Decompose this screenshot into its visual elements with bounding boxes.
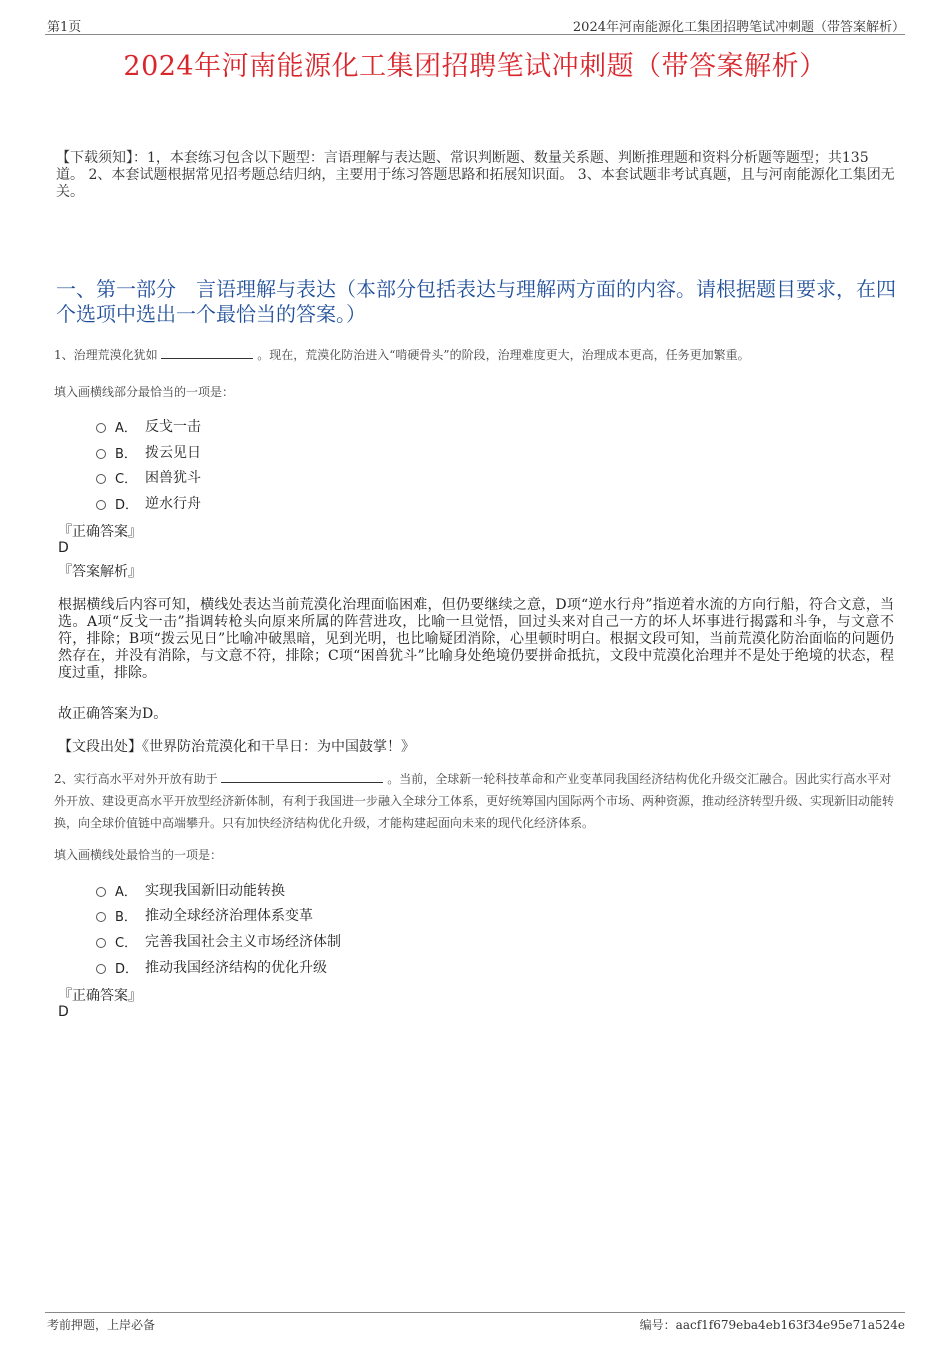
question-1-stem [54,344,896,366]
question-2-stem-before: 2、实行高水平对外开放有助于 [54,772,218,786]
document-id: 编号：aacf1f679eba4eb163f34e95e71a524e [639,1318,905,1332]
option-text: 反戈一击 [145,419,201,435]
question-2-blank [221,770,383,783]
question-1-option-c[interactable] [96,467,201,487]
footer-slogan: 考前押题，上岸必备 [47,1318,156,1332]
radio-icon[interactable] [96,964,106,974]
radio-icon[interactable] [96,938,106,948]
radio-icon[interactable] [96,500,106,510]
option-letter: C． [115,471,138,487]
header-divider [45,34,905,35]
option-text: 逆水行舟 [145,496,201,512]
question-2-option-d[interactable] [96,957,327,977]
footer-divider [45,1312,905,1313]
option-letter: B． [115,446,137,462]
question-1-option-a[interactable] [96,416,201,436]
question-1-blank [161,346,253,359]
page-number: 第1页 [47,20,82,35]
option-letter: B． [115,909,137,925]
option-text: 实现我国新旧动能转换 [145,883,285,899]
page-title: 2024年河南能源化工集团招聘笔试冲刺题（带答案解析） [123,51,827,82]
question-2-option-b[interactable] [96,905,313,925]
question-1-answer: D [58,540,69,556]
option-text: 推动全球经济治理体系变革 [145,908,313,924]
question-2-option-a[interactable] [96,880,285,900]
option-text: 完善我国社会主义市场经济体制 [145,934,341,950]
section-heading: 一、第一部分 言语理解与表达（本部分包括表达与理解两方面的内容。请根据题目要求，在四个选项中选出一个最恰当的答案。） [56,277,896,326]
header-doc-title: 2024年河南能源化工集团招聘笔试冲刺题（带答案解析） [572,20,905,35]
option-letter: C． [115,935,138,951]
question-1-analysis: 根据横线后内容可知，横线处表达当前荒漠化治理面临困难，但仍要继续之意，D项“逆水行舟”指逆着水流的方向行船，符合文意，当选。A项“反戈一击”指调转枪头向原来所属的阵营进攻，比喻一旦觉悟，回过头来对自己一方的坏人坏事进行揭露和斗争，与文意不符，排除；B项“拨云见日”比喻冲破黑暗，见到光明，也比喻疑团消除，心里顿时明白。根据文段可知，当前荒漠化防治面临的问题仍然存在，并没有消除，与文意不符，排除；C项“困兽犹斗”比喻身处绝境仍要拼命抵抗，文段中荒漠化治理并不是处于绝境的状态，程度过重，排除。 [58,597,894,681]
question-1-answer-label: 『正确答案』 [58,524,142,540]
question-1-stem-after: 。现在，荒漠化防治进入“啃硬骨头”的阶段，治理难度更大，治理成本更高，任务更加繁重。 [257,348,750,362]
radio-icon[interactable] [96,423,106,433]
option-text: 困兽犹斗 [145,470,201,486]
radio-icon[interactable] [96,474,106,484]
question-1-analysis-label: 『答案解析』 [58,564,142,580]
option-letter: D． [115,961,139,977]
option-text: 拨云见日 [145,445,201,461]
option-letter: A． [115,420,137,436]
question-2-option-c[interactable] [96,931,341,951]
question-1-source: 【文段出处】《世界防治荒漠化和干旱日：为中国鼓掌！》 [58,739,415,755]
question-1-option-b[interactable] [96,442,201,462]
question-1-stem-before: 1、治理荒漠化犹如 [54,348,158,362]
question-1-prompt: 填入画横线部分最恰当的一项是： [54,385,235,399]
question-1-conclusion: 故正确答案为D。 [58,706,168,722]
question-2-prompt: 填入画横线处最恰当的一项是： [54,848,223,862]
option-letter: A． [115,884,137,900]
question-2-answer-label: 『正确答案』 [58,988,142,1004]
question-2-stem-after: 。当前，全球新一轮科技革命和产业变革同我国经济结构优化升级交汇融合。因此实行高水平对外开放、建设更高水平开放型经济新体制，有利于我国进一步融入全球分工体系，更好统筹国内国际两个市场、两种资源，推动经济转型升级、实现新旧动能转换，向全球价值链中高端攀升。只有加快经济结构优化升级，才能构建起面向未来的现代化经济体系。 [54,772,895,830]
option-letter: D． [115,497,139,513]
option-text: 推动我国经济结构的优化升级 [145,960,327,976]
radio-icon[interactable] [96,449,106,459]
question-1-option-d[interactable] [96,493,201,513]
question-2-stem [54,768,896,834]
download-notice: 【下载须知】：1，本套练习包含以下题型：言语理解与表达题、常识判断题、数量关系题、判断推理题和资料分析题等题型；共135道。 2、本套试题根据常见招考题总结归纳，主要用于练习答题思路和拓展知识面。 3、本套试题非考试真题，且与河南能源化工集团无关。 [56,150,895,200]
radio-icon[interactable] [96,912,106,922]
question-2-answer: D [58,1004,69,1020]
radio-icon[interactable] [96,887,106,897]
